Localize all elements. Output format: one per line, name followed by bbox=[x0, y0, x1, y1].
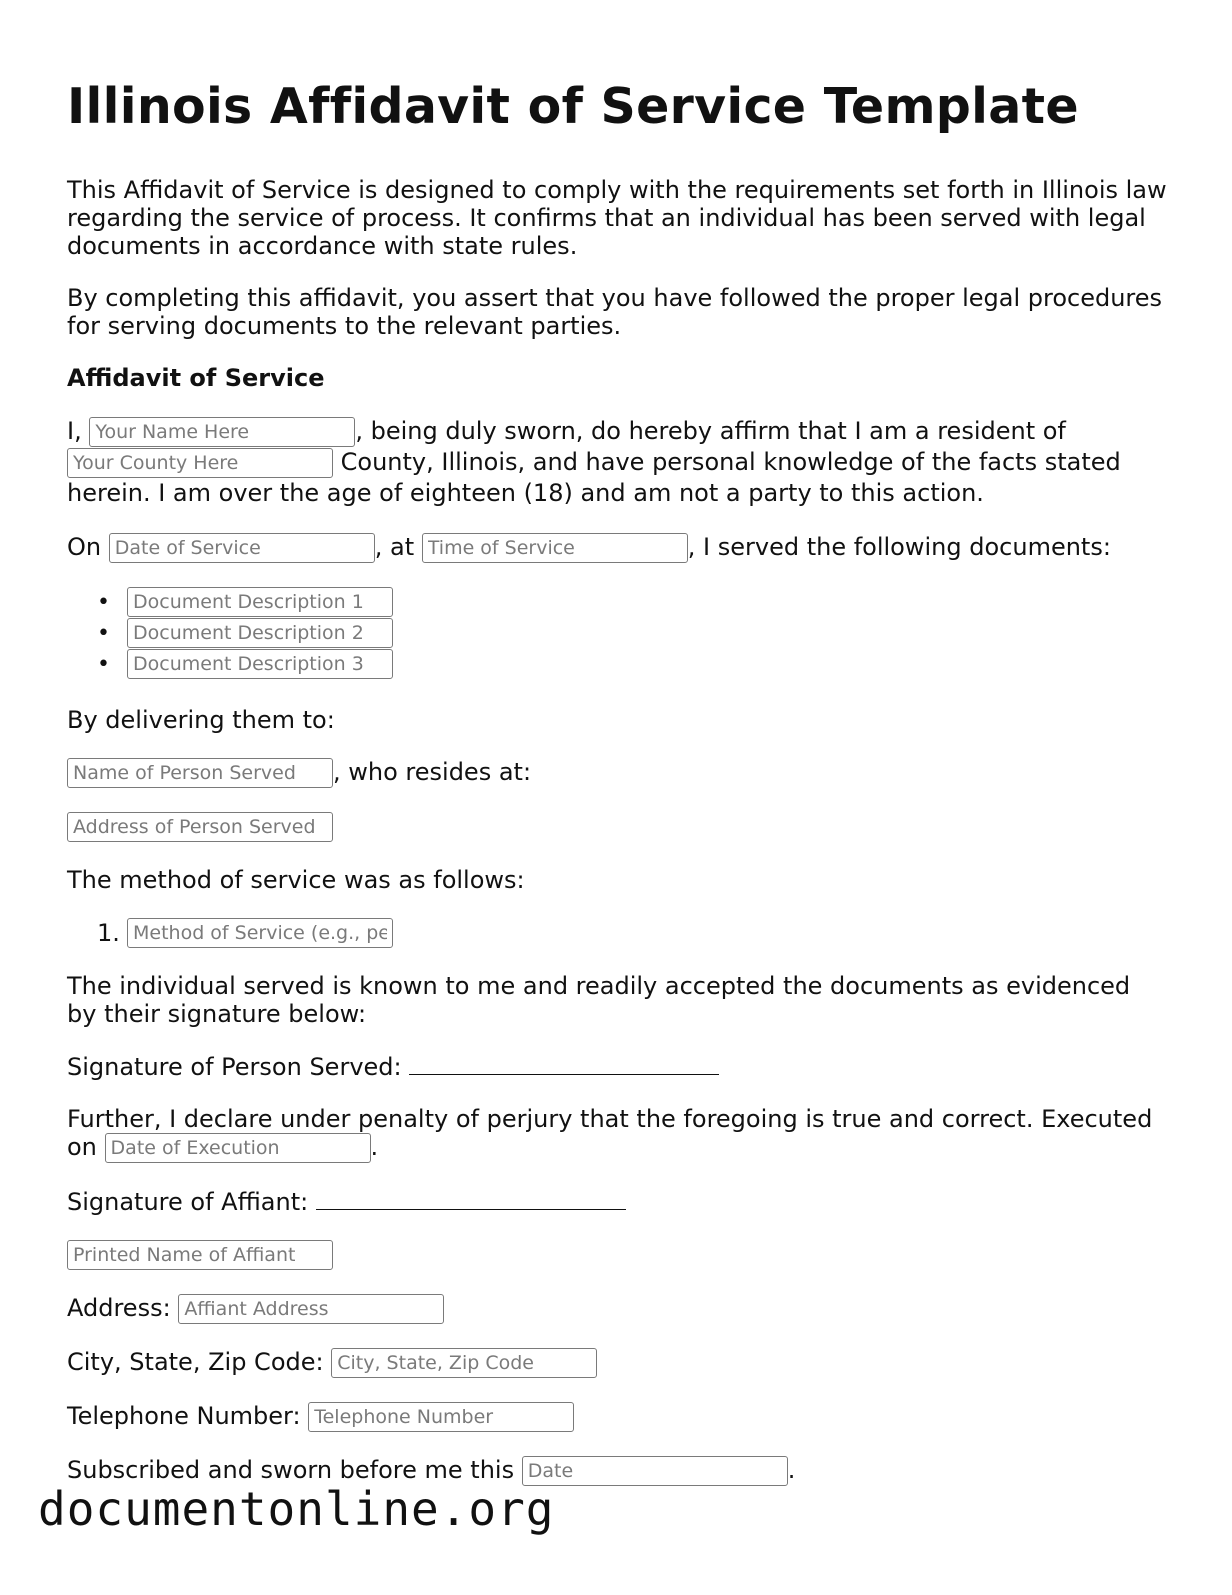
printed-name-input[interactable] bbox=[67, 1240, 333, 1270]
person-served-line bbox=[67, 758, 1167, 788]
served-documents-text: , I served the following documents: bbox=[687, 532, 1111, 561]
method-list bbox=[67, 918, 1167, 948]
date-of-execution-input[interactable] bbox=[105, 1133, 371, 1163]
list-item bbox=[97, 618, 1167, 649]
affiant-signature-line bbox=[67, 1187, 1167, 1216]
section-heading: Affidavit of Service bbox=[67, 363, 325, 392]
at-text: , at bbox=[374, 532, 415, 561]
document-description-2-input[interactable] bbox=[127, 618, 393, 648]
resides-text: , who resides at: bbox=[333, 757, 532, 786]
person-served-address-line bbox=[67, 812, 1167, 842]
signature-affiant-field[interactable] bbox=[316, 1187, 626, 1210]
phone-label: Telephone Number: bbox=[67, 1401, 301, 1430]
page-title: Illinois Affidavit of Service Template bbox=[67, 78, 1079, 135]
city-state-zip-input[interactable] bbox=[331, 1348, 597, 1378]
signature-person-label: Signature of Person Served: bbox=[67, 1052, 402, 1081]
document-description-3-input[interactable] bbox=[127, 649, 393, 679]
document-list bbox=[67, 587, 1167, 680]
intro-paragraph-2: By completing this affidavit, you assert that you have followed the proper legal procedures for serving documents to the relevant parties. bbox=[67, 283, 1163, 340]
affiant-name-input[interactable] bbox=[89, 417, 355, 447]
address-line bbox=[67, 1294, 1167, 1324]
address-label: Address: bbox=[67, 1293, 171, 1322]
affidavit-page bbox=[67, 80, 1167, 1510]
method-of-service-input[interactable] bbox=[127, 918, 393, 948]
prefix-text: I, bbox=[67, 416, 82, 445]
affiant-address-input[interactable] bbox=[178, 1294, 444, 1324]
person-served-address-input[interactable] bbox=[67, 812, 333, 842]
date-of-service-input[interactable] bbox=[109, 533, 375, 563]
county-input[interactable] bbox=[67, 448, 333, 478]
bullet-icon: • bbox=[97, 651, 110, 677]
declaration-text: Further, I declare under penalty of perjury that the foregoing is true and correct. Executed on bbox=[67, 1104, 1153, 1161]
list-item bbox=[97, 918, 1167, 948]
delivering-text: By delivering them to: bbox=[67, 705, 335, 734]
city-line bbox=[67, 1348, 1167, 1378]
signature-person-field[interactable] bbox=[409, 1052, 719, 1075]
bullet-icon: • bbox=[97, 589, 110, 615]
bullet-icon: • bbox=[97, 620, 110, 646]
county-suffix-text: County, Illinois, and have personal knowledge of the facts stated herein. I am over the age of eighteen (18) and am not a party to this action. bbox=[67, 447, 1121, 507]
phone-line bbox=[67, 1402, 1167, 1432]
service-date-paragraph bbox=[67, 533, 1167, 563]
watermark: documentonline.org bbox=[38, 1482, 555, 1536]
list-number: 1. bbox=[97, 918, 120, 947]
intro-paragraph-1: This Affidavit of Service is designed to comply with the requirements set forth in Illinois law regarding the service of process. It confirms that an individual has been served with legal documents in accordance with state rules. bbox=[67, 175, 1167, 260]
printed-name-line bbox=[67, 1240, 1167, 1270]
period-text: . bbox=[370, 1132, 379, 1161]
sworn-text: Subscribed and sworn before me this bbox=[67, 1455, 515, 1484]
declaration-paragraph bbox=[67, 1105, 1167, 1163]
residency-text: , being duly sworn, do hereby affirm that I am a resident of bbox=[355, 416, 1066, 445]
on-text: On bbox=[67, 532, 102, 561]
time-of-service-input[interactable] bbox=[422, 533, 688, 563]
person-served-signature-line bbox=[67, 1052, 1167, 1081]
city-label: City, State, Zip Code: bbox=[67, 1347, 324, 1376]
signature-affiant-label: Signature of Affiant: bbox=[67, 1187, 309, 1216]
method-intro-text: The method of service was as follows: bbox=[67, 865, 525, 894]
person-served-name-input[interactable] bbox=[67, 758, 333, 788]
period-text: . bbox=[787, 1455, 796, 1484]
list-item bbox=[97, 587, 1167, 618]
document-description-1-input[interactable] bbox=[127, 587, 393, 617]
sworn-date-input[interactable] bbox=[522, 1456, 788, 1486]
known-statement: The individual served is known to me and readily accepted the documents as evidenced by their signature below: bbox=[67, 971, 1131, 1028]
affiant-residency-paragraph bbox=[67, 416, 1167, 509]
list-item bbox=[97, 649, 1167, 680]
telephone-input[interactable] bbox=[308, 1402, 574, 1432]
